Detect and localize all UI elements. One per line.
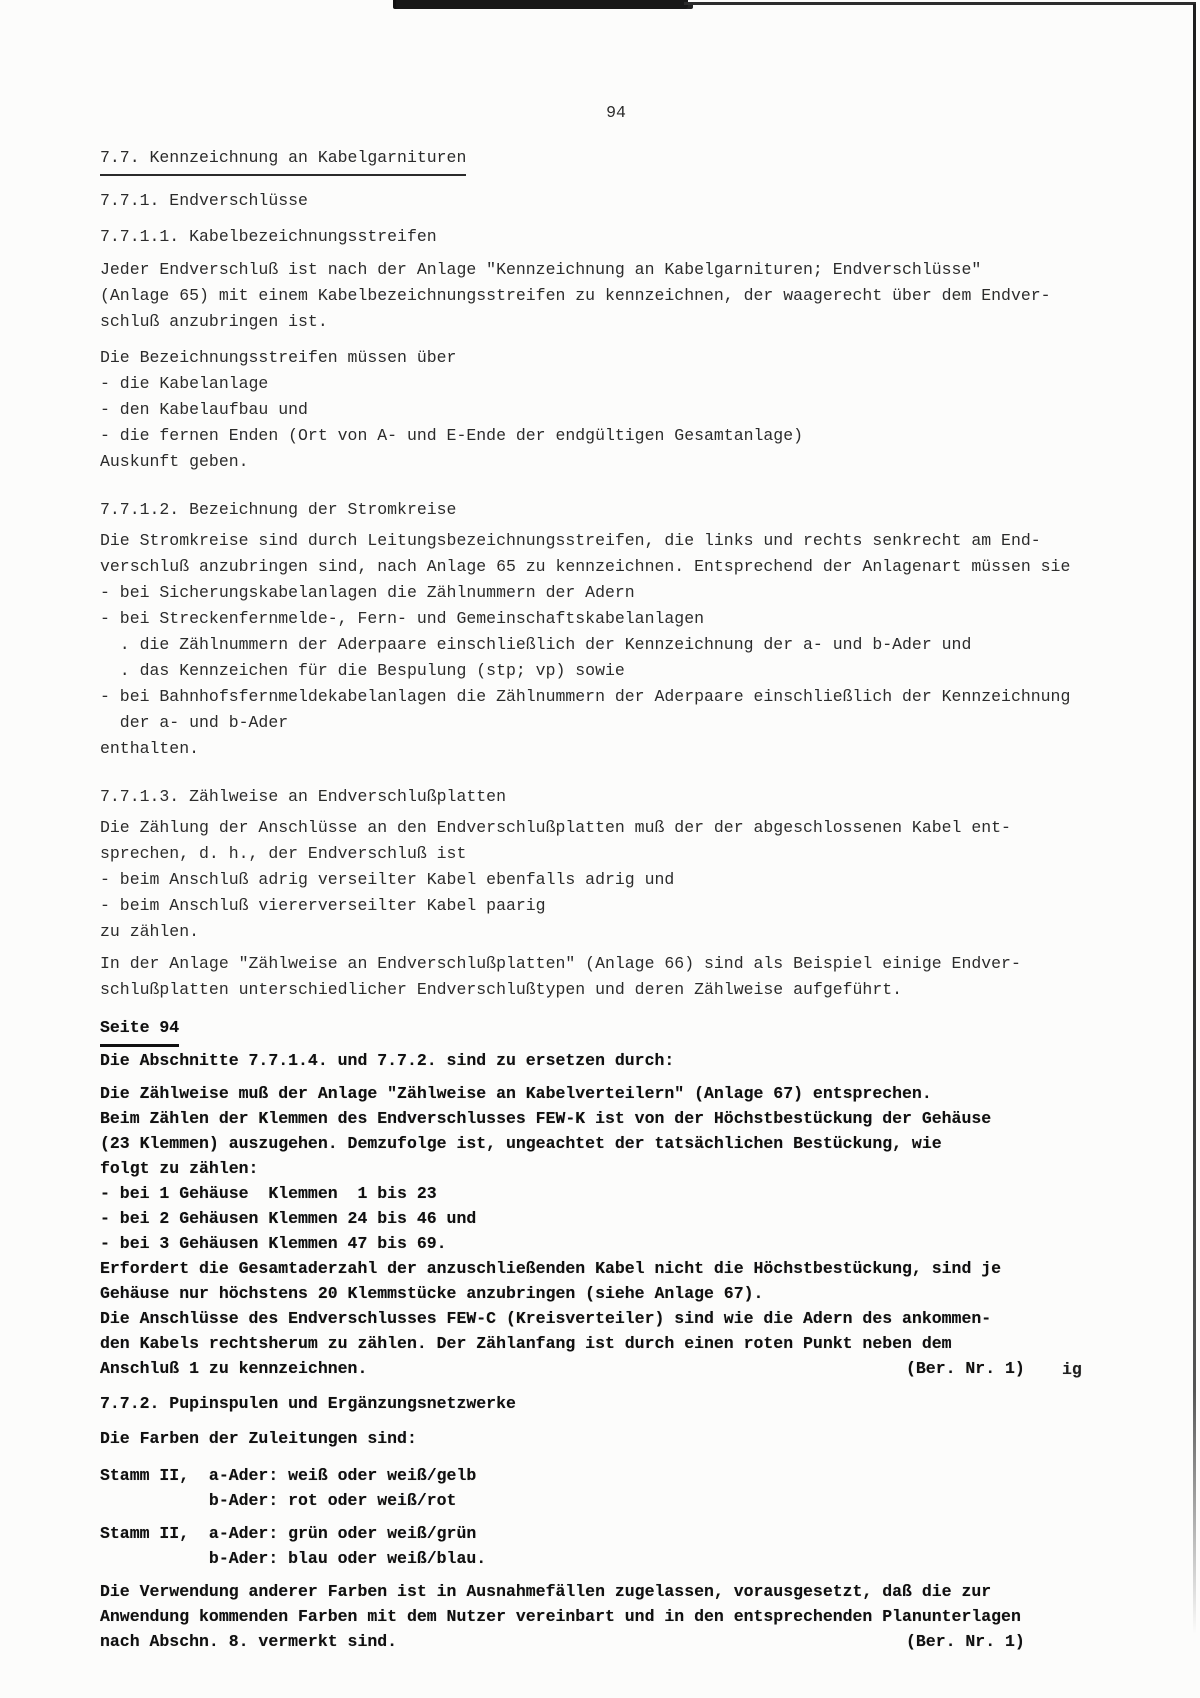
section-heading-h-77 — [100, 145, 1100, 176]
text-line: - beim Anschluß adrig verseilter Kabel ebenfalls adrig und — [100, 870, 675, 889]
text-line: Die Farben der Zuleitungen sind: — [100, 1429, 417, 1448]
paragraph-p-zaehlweise — [100, 1081, 1100, 1381]
text-line: schlußplatten unterschiedlicher Endverschlußtypen und deren Zählweise aufgeführt. — [100, 980, 903, 999]
text-line: schluß anzubringen ist. — [100, 312, 328, 331]
text-line: - die Kabelanlage — [100, 374, 269, 393]
scan-artifact-top-line — [684, 2, 1196, 5]
paragraph-p-verwendung — [100, 1579, 1100, 1654]
text-line: Die Zählweise muß der Anlage "Zählweise an Kabelverteilern" (Anlage 67) entsprechen. — [100, 1084, 932, 1103]
text-line: Die Bezeichnungsstreifen müssen über — [100, 348, 457, 367]
text-line: der a- und b-Ader — [100, 713, 289, 732]
section-heading-h-7711 — [100, 224, 1100, 249]
text-line: . die Zählnummern der Aderpaare einschließlich der Kennzeichnung der a- und b-Ader und — [100, 635, 972, 654]
text-line: - die fernen Enden (Ort von A- und E-Ende der endgültigen Gesamtanlage) — [100, 426, 804, 445]
text-line: - bei Streckenfernmelde-, Fern- und Gemeinschaftskabelanlagen — [100, 609, 704, 628]
paragraph-p-anlage66 — [100, 951, 1100, 1003]
paragraph-p-jeder — [100, 257, 1100, 335]
text-line: b-Ader: blau oder weiß/blau. — [100, 1549, 487, 1568]
text-line: - bei Bahnhofsfernmeldekabelanlagen die Zählnummern der Aderpaare einschließlich der Kennzeichnung — [100, 687, 1071, 706]
text-line: verschluß anzubringen sind, nach Anlage 65 zu kennzeichnen. Entsprechend der Anlagenart müssen sie — [100, 557, 1071, 576]
text-line: - bei 3 Gehäusen Klemmen 47 bis 69. — [100, 1234, 447, 1253]
revision-reference: (Ber. Nr. 1) — [906, 1632, 1025, 1651]
scan-artifact-top-strip — [396, 0, 688, 9]
text-line: In der Anlage "Zählweise an Endverschlußplatten" (Anlage 66) sind als Beispiel einige Endver- — [100, 954, 1021, 973]
text-line: - bei 1 Gehäuse Klemmen 1 bis 23 — [100, 1184, 437, 1203]
heading-text: 7.7. Kennzeichnung an Kabelgarnituren — [100, 145, 466, 176]
paragraph-p-zaehlung — [100, 815, 1100, 945]
text-line: Stamm II, a-Ader: weiß oder weiß/gelb — [100, 1466, 477, 1485]
text-line: - bei 2 Gehäusen Klemmen 24 bis 46 und — [100, 1209, 477, 1228]
text-line: Beim Zählen der Klemmen des Endverschlusses FEW-K ist von der Höchstbestückung der Gehäuse — [100, 1109, 992, 1128]
heading-text: 7.7.1.1. Kabelbezeichnungsstreifen — [100, 227, 437, 246]
paragraph-p-abschnitte — [100, 1048, 1100, 1073]
text-line: den Kabels rechtsherum zu zählen. Der Zählanfang ist durch einen roten Punkt neben dem — [100, 1334, 952, 1353]
scan-artifact-right-border — [1193, 4, 1196, 1634]
section-heading-h-7713 — [100, 784, 1100, 809]
text-line: folgt zu zählen: — [100, 1159, 259, 1178]
text-line: - den Kabelaufbau und — [100, 400, 308, 419]
scan-artifact-text-fragment: ig — [1062, 1360, 1082, 1379]
text-line: Jeder Endverschluß ist nach der Anlage "Kennzeichnung an Kabelgarnituren; Endverschlüsse" — [100, 260, 982, 279]
page-number: 94 — [606, 103, 626, 122]
text-line: Die Zählung der Anschlüsse an den Endverschlußplatten muß der der abgeschlossenen Kabel ent- — [100, 818, 1011, 837]
text-line: Gehäuse nur höchstens 20 Klemmstücke anzubringen (siehe Anlage 67). — [100, 1284, 764, 1303]
section-heading-h-7712 — [100, 497, 1100, 522]
text-line: Auskunft geben. — [100, 452, 249, 471]
heading-text: 7.7.1.3. Zählweise an Endverschlußplatten — [100, 787, 506, 806]
text-line: Stamm II, a-Ader: grün oder weiß/grün — [100, 1524, 477, 1543]
text-line: . das Kennzeichen für die Bespulung (stp; vp) sowie — [100, 661, 625, 680]
paragraph-p-stamm2 — [100, 1521, 1100, 1571]
heading-text: 7.7.1. Endverschlüsse — [100, 191, 308, 210]
text-line: enthalten. — [100, 739, 200, 758]
text-line-main: nach Abschn. 8. vermerkt sind. — [100, 1632, 398, 1651]
heading-text: 7.7.2. Pupinspulen und Ergänzungsnetzwerke — [100, 1394, 516, 1413]
text-line: - beim Anschluß viererverseilter Kabel paarig — [100, 896, 546, 915]
section-heading-h-seite94 — [100, 1015, 1100, 1047]
heading-text: 7.7.1.2. Bezeichnung der Stromkreise — [100, 500, 457, 519]
text-line: Die Anschlüsse des Endverschlusses FEW-C (Kreisverteiler) sind wie die Adern des ankommen- — [100, 1309, 992, 1328]
text-line: Anwendung kommenden Farben mit dem Nutzer vereinbart und in den entsprechenden Planunterlagen — [100, 1607, 1021, 1626]
text-line: Erfordert die Gesamtaderzahl der anzuschließenden Kabel nicht die Höchstbestückung, sind je — [100, 1259, 1002, 1278]
section-heading-h-772 — [100, 1391, 1100, 1416]
section-heading-h-771 — [100, 188, 1100, 213]
text-line: sprechen, d. h., der Endverschluß ist — [100, 844, 467, 863]
page-content — [100, 100, 1100, 1654]
paragraph-p-farben — [100, 1426, 1100, 1451]
text-line: Die Abschnitte 7.7.1.4. und 7.7.2. sind zu ersetzen durch: — [100, 1051, 675, 1070]
heading-text: Seite 94 — [100, 1015, 179, 1047]
paragraph-p-streifen — [100, 345, 1100, 475]
text-line — [100, 1356, 1100, 1381]
text-line: (23 Klemmen) auszugehen. Demzufolge ist, ungeachtet der tatsächlichen Bestückung, wie — [100, 1134, 942, 1153]
text-line: b-Ader: rot oder weiß/rot — [100, 1491, 457, 1510]
text-line: Die Verwendung anderer Farben ist in Ausnahmefällen zugelassen, vorausgesetzt, daß die zur — [100, 1582, 992, 1601]
text-line — [100, 1629, 1100, 1654]
paragraph-p-stamm1 — [100, 1463, 1100, 1513]
text-line: (Anlage 65) mit einem Kabelbezeichnungsstreifen zu kennzeichnen, der waagerecht über dem Endver- — [100, 286, 1051, 305]
paragraph-p-stromkreise — [100, 528, 1100, 762]
text-line: zu zählen. — [100, 922, 200, 941]
text-line-main: Anschluß 1 zu kennzeichnen. — [100, 1359, 368, 1378]
text-line: Die Stromkreise sind durch Leitungsbezeichnungsstreifen, die links und rechts senkrecht am End- — [100, 531, 1041, 550]
revision-reference: (Ber. Nr. 1) — [906, 1359, 1025, 1378]
text-line: - bei Sicherungskabelanlagen die Zählnummern der Adern — [100, 583, 635, 602]
